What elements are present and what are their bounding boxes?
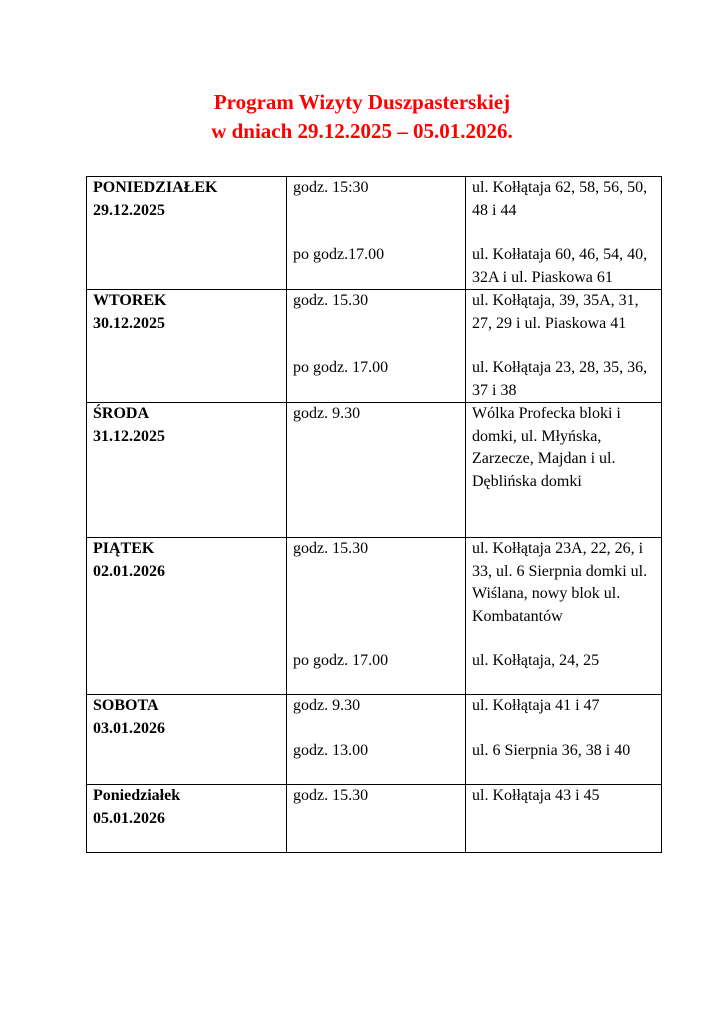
time-value: godz. 9.30 [293, 405, 361, 422]
place-value: ul. Kołłątaja 62, 58, 56, 50, 48 i 44 [472, 179, 648, 219]
document-title [0, 88, 724, 146]
day-cell [87, 403, 287, 538]
place-value: ul. Kołłątaja 23A, 22, 26, i 33, ul. 6 Sierpnia domki ul. Wiślana, nowy blok ul. Kombatantów [472, 540, 648, 625]
place-value: ul. Kołłątaja, 24, 25 [472, 652, 600, 669]
title-line-1: Program Wizyty Duszpasterskiej [213, 90, 511, 114]
place-value: ul. Kołłataja 60, 46, 54, 40, 32A i ul. Piaskowa 61 [472, 246, 648, 286]
day-date: 29.12.2025 [93, 201, 165, 219]
time-value: godz. 15:30 [293, 179, 369, 196]
title-line-2: w dniach 29.12.2025 – 05.01.2026. [211, 119, 513, 143]
place-cell [466, 403, 662, 538]
table-row [87, 290, 662, 403]
time-cell [287, 290, 466, 403]
day-date: 05.01.2026 [93, 809, 165, 827]
day-date: 30.12.2025 [93, 314, 165, 332]
table-row [87, 538, 662, 695]
time-cell [287, 177, 466, 290]
day-date: 03.01.2026 [93, 719, 165, 737]
place-value: ul. Kołłątaja, 39, 35A, 31, 27, 29 i ul. Piaskowa 41 [472, 292, 639, 332]
place-value: ul. 6 Sierpnia 36, 38 i 40 [472, 742, 631, 759]
day-date: 31.12.2025 [93, 427, 165, 445]
day-cell [87, 695, 287, 785]
table-row [87, 695, 662, 785]
place-cell [466, 785, 662, 853]
time-value: godz. 13.00 [293, 742, 369, 759]
time-value: godz. 9.30 [293, 697, 361, 714]
time-value: godz. 15.30 [293, 540, 369, 557]
place-cell [466, 695, 662, 785]
time-value: po godz.17.00 [293, 246, 385, 263]
time-cell [287, 538, 466, 695]
time-value: po godz. 17.00 [293, 359, 389, 376]
day-name: PONIEDZIAŁEK [93, 179, 218, 196]
day-cell [87, 177, 287, 290]
place-cell [466, 177, 662, 290]
table-row [87, 785, 662, 853]
time-value: po godz. 17.00 [293, 652, 389, 669]
place-value: ul. Kołłątaja 41 i 47 [472, 697, 600, 714]
table-row [87, 177, 662, 290]
place-value: Wólka Profecka bloki i domki, ul. Młyńska, Zarzecze, Majdan i ul. Dęblińska domki [472, 405, 621, 490]
day-name: SOBOTA [93, 697, 159, 714]
visit-schedule-table [86, 176, 662, 853]
place-cell [466, 290, 662, 403]
day-name: Poniedziałek [93, 787, 181, 804]
time-value: godz. 15.30 [293, 292, 369, 309]
time-value: godz. 15.30 [293, 787, 369, 804]
day-name: PIĄTEK [93, 540, 155, 557]
day-date: 02.01.2026 [93, 562, 165, 580]
place-value: ul. Kołłątaja 43 i 45 [472, 787, 600, 804]
time-cell [287, 785, 466, 853]
day-name: ŚRODA [93, 405, 150, 422]
place-value: ul. Kołłątaja 23, 28, 35, 36, 37 i 38 [472, 359, 648, 399]
time-cell [287, 403, 466, 538]
day-cell [87, 785, 287, 853]
place-cell [466, 538, 662, 695]
table-row [87, 403, 662, 538]
day-name: WTOREK [93, 292, 167, 309]
day-cell [87, 538, 287, 695]
time-cell [287, 695, 466, 785]
day-cell [87, 290, 287, 403]
